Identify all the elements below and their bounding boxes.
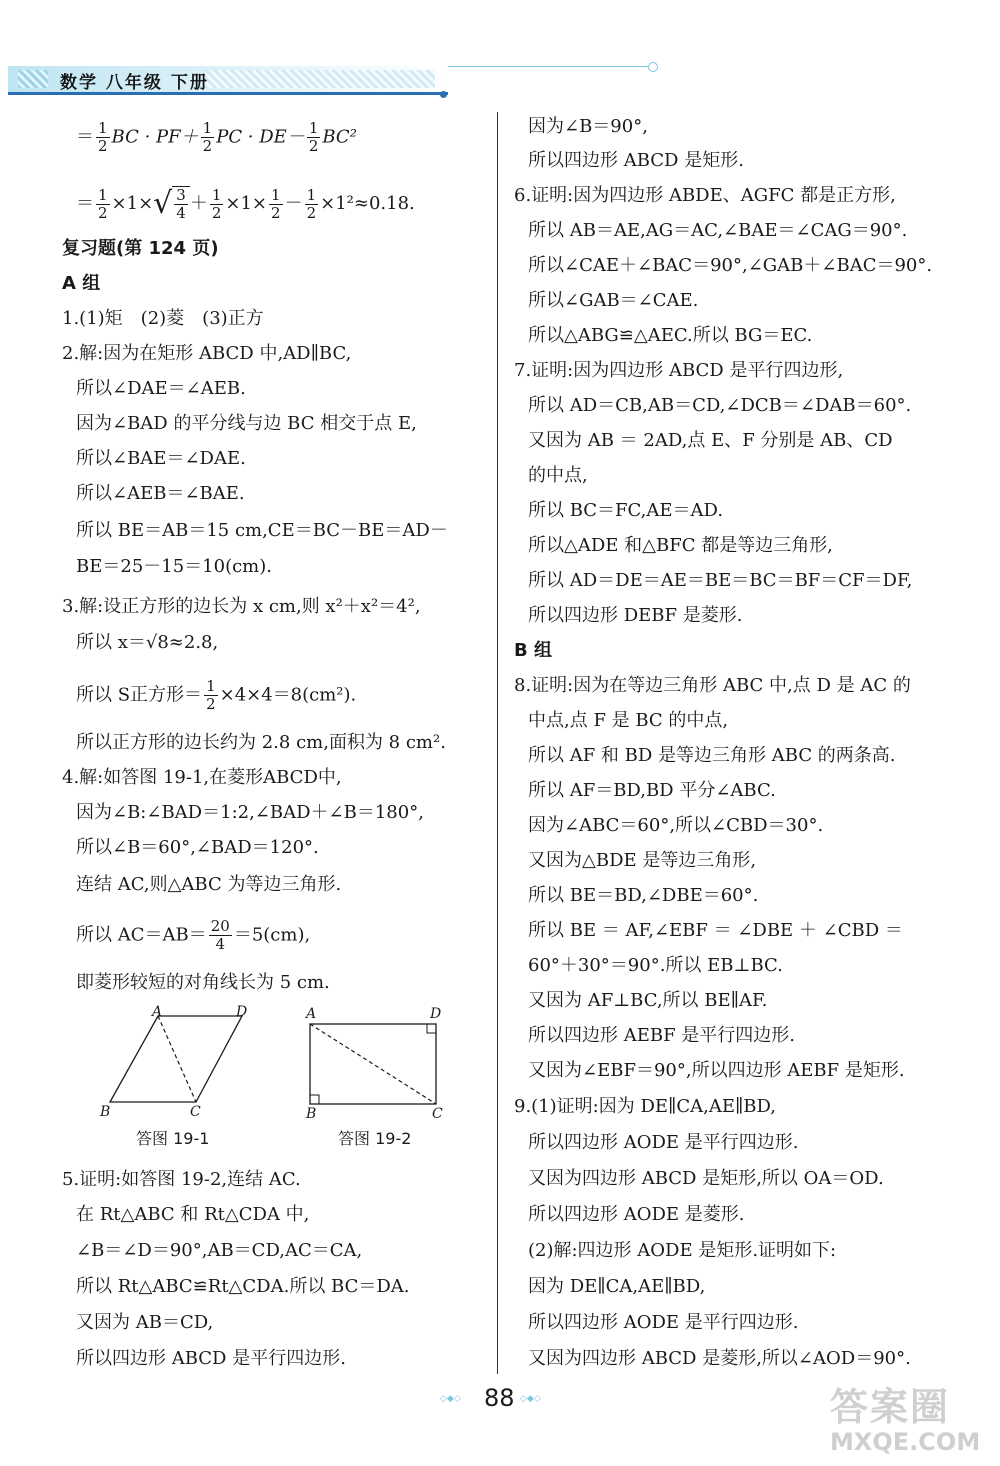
vertex-label-b: B bbox=[100, 1104, 111, 1120]
answer-line: 所以∠BAE＝∠DAE. bbox=[76, 448, 246, 469]
vertex-label-a: A bbox=[152, 1004, 163, 1020]
answer-line: 又因为 AF⊥BC,所以 BE∥AF. bbox=[528, 990, 768, 1011]
answer-line: ∠B＝∠D＝90°,AB＝CD,AC＝CA, bbox=[76, 1240, 363, 1261]
answer-line: 又因为四边形 ABCD 是矩形,所以 OA＝OD. bbox=[528, 1168, 884, 1189]
page-number-ornament-right: ◇◆◇ bbox=[520, 1394, 541, 1404]
watermark: 答案圈 MXQE.COM bbox=[830, 1385, 981, 1456]
page-number: 88 bbox=[484, 1384, 515, 1412]
answer-line: 60°＋30°＝90°.所以 EB⊥BC. bbox=[528, 955, 783, 976]
answer-line: 因为∠BAD 的平分线与边 BC 相交于点 E, bbox=[76, 413, 417, 434]
answer-line: 所以四边形 AODE 是平行四边形. bbox=[528, 1312, 799, 1333]
answer-line: 又因为 AB＝CD, bbox=[76, 1312, 214, 1333]
answer-line: 所以∠GAB＝∠CAE. bbox=[528, 290, 699, 311]
vertex-label-d: D bbox=[430, 1006, 442, 1022]
answer-line: 9.(1)证明:因为 DE∥CA,AE∥BD, bbox=[514, 1096, 777, 1117]
rhombus-outline bbox=[110, 1016, 242, 1102]
group-b-heading: B 组 bbox=[514, 640, 552, 661]
answer-line: 所以 BE ＝ AF,∠EBF ＝ ∠DBE ＋ ∠CBD ＝ bbox=[528, 920, 903, 941]
answer-line: 所以 AB＝AE,AG＝AC,∠BAE＝∠CAG＝90°. bbox=[528, 220, 908, 241]
figure-caption-2: 答图 19-2 bbox=[338, 1129, 412, 1148]
answer-line: 所以 AF＝BD,BD 平分∠ABC. bbox=[528, 780, 776, 801]
answer-line: 所以△ABG≌△AEC.所以 BG＝EC. bbox=[528, 325, 813, 346]
vertex-label-a: A bbox=[306, 1006, 317, 1022]
figure-rhombus bbox=[96, 1004, 256, 1122]
answer-line: 所以 AD＝DE＝AE＝BE＝BC＝BF＝CF＝DF, bbox=[528, 570, 913, 591]
answer-line: 连结 AC,则△ABC 为等边三角形. bbox=[76, 874, 342, 895]
header-pattern-right bbox=[205, 70, 435, 88]
answer-line: 所以四边形 AEBF 是平行四边形. bbox=[528, 1025, 796, 1046]
answer-line: 1.(1)矩 (2)菱 (3)正方 bbox=[62, 308, 264, 329]
review-heading: 复习题(第 124 页) bbox=[62, 238, 219, 259]
answer-line: 3.解:设正方形的边长为 x cm,则 x²＋x²＝4², bbox=[62, 596, 421, 617]
answer-line: 2.解:因为在矩形 ABCD 中,AD∥BC, bbox=[62, 343, 352, 364]
answer-line: 又因为 AB ＝ 2AD,点 E、F 分别是 AB、CD bbox=[528, 430, 893, 451]
answer-line: 所以四边形 AODE 是菱形. bbox=[528, 1204, 745, 1225]
answer-line: 6.证明:因为四边形 ABDE、AGFC 都是正方形, bbox=[514, 185, 896, 206]
answer-line: 因为∠ABC＝60°,所以∠CBD＝30°. bbox=[528, 815, 824, 836]
vertex-label-c: C bbox=[432, 1106, 443, 1122]
answer-line: 所以 BE＝AB＝15 cm,CE＝BC－BE＝AD－ bbox=[76, 520, 448, 541]
header-title: 数学 八年级 下册 bbox=[60, 73, 209, 93]
answer-line: (2)解:四边形 AODE 是矩形.证明如下: bbox=[528, 1240, 837, 1261]
answer-line: 所以 BE＝BD,∠DBE＝60°. bbox=[528, 885, 759, 906]
column-divider bbox=[497, 112, 498, 1374]
group-a-heading: A 组 bbox=[62, 273, 101, 294]
vertex-label-b: B bbox=[306, 1106, 317, 1122]
answer-line: 7.证明:因为四边形 ABCD 是平行四边形, bbox=[514, 360, 844, 381]
answer-line: 又因为四边形 ABCD 是菱形,所以∠AOD＝90°. bbox=[528, 1348, 911, 1369]
page-number-ornament-left: ◇◆◇ bbox=[440, 1394, 461, 1404]
vertex-label-d: D bbox=[236, 1004, 248, 1020]
answer-line: 因为 DE∥CA,AE∥BD, bbox=[528, 1276, 706, 1297]
right-angle-mark-d bbox=[427, 1024, 436, 1033]
header-dot-ornament bbox=[440, 91, 447, 98]
vertex-label-c: C bbox=[190, 1104, 201, 1120]
answer-line: 又因为△BDE 是等边三角形, bbox=[528, 850, 757, 871]
answer-line: 所以四边形 ABCD 是矩形. bbox=[528, 150, 744, 171]
answer-line: 所以∠DAE＝∠AEB. bbox=[76, 378, 246, 399]
answer-line: 所以正方形的边长约为 2.8 cm,面积为 8 cm². bbox=[76, 732, 446, 753]
sqrt-sign: √ $\frac{3}{4}$ bbox=[153, 186, 190, 222]
answer-line: 所以 x＝√8≈2.8, bbox=[76, 632, 219, 653]
answer-line: 所以 AD＝CB,AB＝CD,∠DCB＝∠DAB＝60°. bbox=[528, 395, 912, 416]
header-pattern-left bbox=[18, 70, 48, 88]
equation-line-1: ＝ $\frac{1}{2}$ BC · PF＋ $\frac{1}{2}$ PC · DE－ $\frac{1}{2}$ BC² bbox=[76, 119, 357, 155]
answer-line: 所以∠B＝60°,∠BAD＝120°. bbox=[76, 837, 319, 858]
answer-line: 在 Rt△ABC 和 Rt△CDA 中, bbox=[76, 1204, 310, 1225]
answer-line: 所以 Rt△ABC≌Rt△CDA.所以 BC＝DA. bbox=[76, 1276, 410, 1297]
header-circle-ornament bbox=[648, 62, 658, 72]
answer-line: 中点,点 F 是 BC 的中点, bbox=[528, 710, 729, 731]
rhombus-diagonal-ac bbox=[158, 1016, 196, 1102]
answer-line: BE＝25－15＝10(cm). bbox=[76, 556, 272, 577]
figure-caption-1: 答图 19-1 bbox=[136, 1129, 210, 1148]
answer-line: 所以四边形 DEBF 是菱形. bbox=[528, 605, 743, 626]
answer-line: 8.证明:因为在等边三角形 ABC 中,点 D 是 AC 的 bbox=[514, 675, 911, 696]
answer-line: 所以 AC＝AB＝ $\frac{20}{4}$ ＝5(cm), bbox=[76, 917, 311, 953]
answer-line: 所以∠AEB＝∠BAE. bbox=[76, 483, 245, 504]
equation-line-2: ＝ $\frac{1}{2}$ ×1×√ $\frac{3}{4}$ ＋ $\frac{1}{2}$ ×1× $\frac{1}{2}$ － $\frac{1}{2}$ ×1²≈0.18. bbox=[76, 185, 415, 222]
answer-line: 5.证明:如答图 19-2,连结 AC. bbox=[62, 1169, 301, 1190]
answer-line: 的中点, bbox=[528, 465, 588, 486]
header-rule bbox=[448, 66, 648, 67]
right-angle-mark-b bbox=[310, 1095, 319, 1104]
answer-line: 所以 AF 和 BD 是等边三角形 ABC 的两条高. bbox=[528, 745, 896, 766]
answer-line: 因为∠B＝90°, bbox=[528, 116, 648, 137]
answer-line: 所以四边形 AODE 是平行四边形. bbox=[528, 1132, 799, 1153]
answer-line: 又因为∠EBF＝90°,所以四边形 AEBF 是矩形. bbox=[528, 1060, 905, 1081]
answer-line: 4.解:如答图 19-1,在菱形ABCD中, bbox=[62, 767, 342, 788]
answer-line: 所以四边形 ABCD 是平行四边形. bbox=[76, 1348, 346, 1369]
answer-line: 所以△ADE 和△BFC 都是等边三角形, bbox=[528, 535, 833, 556]
figure-rectangle bbox=[296, 1004, 456, 1122]
answer-line: 即菱形较短的对角线长为 5 cm. bbox=[76, 972, 330, 993]
answer-line: 因为∠B:∠BAD＝1:2,∠BAD＋∠B＝180°, bbox=[76, 802, 424, 823]
rectangle-diagonal-ac bbox=[310, 1024, 436, 1104]
answer-line: 所以 S正方形＝ $\frac{1}{2}$ ×4×4＝8(cm²). bbox=[76, 677, 357, 713]
answer-line: 所以 BC＝FC,AE＝AD. bbox=[528, 500, 724, 521]
answer-line: 所以∠CAE＋∠BAC＝90°,∠GAB＋∠BAC＝90°. bbox=[528, 255, 933, 276]
